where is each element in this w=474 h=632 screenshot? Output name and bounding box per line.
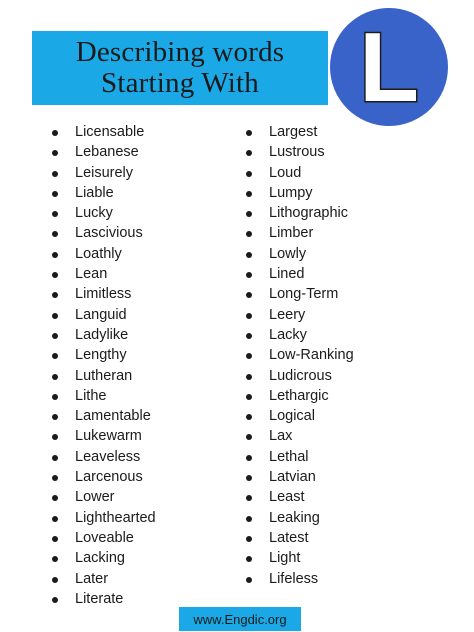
word-text: Loud [269, 164, 302, 181]
bullet-icon [246, 333, 252, 339]
word-text: Lukewarm [75, 428, 142, 445]
word-text: Lower [75, 489, 115, 506]
bullet-icon [52, 130, 58, 136]
word-text: Lithe [75, 387, 107, 404]
bullet-icon [246, 374, 252, 380]
title-line-2: Starting With [101, 67, 259, 99]
word-text: Lengthy [75, 347, 127, 364]
word-text: Licensable [75, 124, 145, 140]
word-text: Lax [269, 428, 293, 445]
bullet-icon [52, 374, 58, 380]
word-text: Larcenous [75, 469, 143, 486]
word-text: Lean [75, 266, 108, 283]
footer-url[interactable]: www.Engdic.org [193, 611, 287, 627]
bullet-icon [52, 171, 58, 177]
word-text: Latvian [269, 469, 316, 486]
word-text: Latest [269, 529, 309, 546]
title-line-1: Describing words [75, 36, 285, 68]
word-text: Lined [269, 266, 305, 283]
word-text: Loveable [75, 529, 134, 546]
bullet-icon [246, 394, 252, 400]
word-text: Lighthearted [75, 509, 156, 526]
bullet-icon [52, 536, 58, 542]
bullet-icon [52, 231, 58, 237]
bullet-icon [52, 150, 58, 156]
bullet-icon [246, 536, 252, 542]
word-text: Least [269, 489, 305, 506]
title-banner [32, 31, 328, 105]
letter-glyph: L [359, 12, 419, 122]
bullet-icon [246, 171, 252, 177]
word-text: Lascivious [75, 225, 143, 242]
bullet-icon [246, 272, 252, 278]
word-text: Lamentable [75, 408, 151, 425]
word-text: Lacking [75, 550, 125, 567]
bullet-icon [52, 272, 58, 278]
bullet-icon [246, 475, 252, 481]
word-text: Low-Ranking [269, 347, 354, 364]
bullet-icon [246, 150, 252, 156]
bullet-icon [246, 292, 252, 298]
word-text: Lacky [269, 326, 307, 343]
word-text: Lucky [75, 205, 113, 222]
word-text: Lumpy [269, 184, 313, 201]
bullet-icon [52, 455, 58, 461]
bullet-icon [52, 434, 58, 440]
bullet-icon [246, 495, 252, 501]
bullet-icon [52, 475, 58, 481]
bullet-icon [246, 231, 252, 237]
bullet-icon [246, 556, 252, 562]
bullet-icon [52, 516, 58, 522]
bullet-icon [52, 211, 58, 217]
word-text: Lifeless [269, 570, 319, 587]
word-text: Lithographic [269, 205, 348, 222]
bullet-icon [52, 495, 58, 501]
bullet-icon [246, 353, 252, 359]
bullet-icon [52, 394, 58, 400]
word-text: Logical [269, 408, 315, 425]
word-text: Leaking [269, 509, 320, 526]
word-text: Lethargic [269, 387, 329, 404]
word-text: Loathly [75, 245, 122, 262]
word-text: Limber [269, 225, 314, 242]
word-text: Lethal [269, 448, 309, 465]
bullet-icon [52, 252, 58, 258]
bullet-icon [52, 292, 58, 298]
word-text: Literate [75, 590, 124, 607]
bullet-icon [52, 577, 58, 583]
bullet-icon [246, 577, 252, 583]
word-text: Languid [75, 306, 127, 323]
word-text: Liable [75, 184, 114, 201]
footer-banner [179, 607, 301, 631]
word-text: Leaveless [75, 448, 141, 465]
word-text: Ladylike [75, 326, 129, 343]
word-text: Lustrous [269, 144, 325, 161]
bullet-icon [246, 414, 252, 420]
word-text: Ludicrous [269, 367, 332, 384]
bullet-icon [246, 313, 252, 319]
word-text: Largest [269, 124, 318, 140]
bullet-icon [246, 191, 252, 197]
bullet-icon [246, 211, 252, 217]
bullet-icon [246, 455, 252, 461]
word-text: Long-Term [269, 286, 339, 303]
word-text: Limitless [75, 286, 132, 303]
bullet-icon [52, 353, 58, 359]
bullet-icon [246, 434, 252, 440]
word-text: Later [75, 570, 109, 587]
bullet-icon [52, 414, 58, 420]
bullet-icon [52, 313, 58, 319]
bullet-icon [52, 333, 58, 339]
bullet-icon [246, 516, 252, 522]
bullet-icon [52, 556, 58, 562]
word-text: Leery [269, 306, 306, 323]
word-text: Leisurely [75, 164, 134, 181]
word-text: Light [269, 550, 301, 567]
word-text: Lowly [269, 245, 307, 262]
word-text: Lutheran [75, 367, 133, 384]
word-text: Lebanese [75, 144, 139, 161]
bullet-icon [246, 252, 252, 258]
bullet-icon [52, 191, 58, 197]
bullet-icon [246, 130, 252, 136]
letter-badge [330, 8, 448, 126]
bullet-icon [52, 597, 58, 603]
